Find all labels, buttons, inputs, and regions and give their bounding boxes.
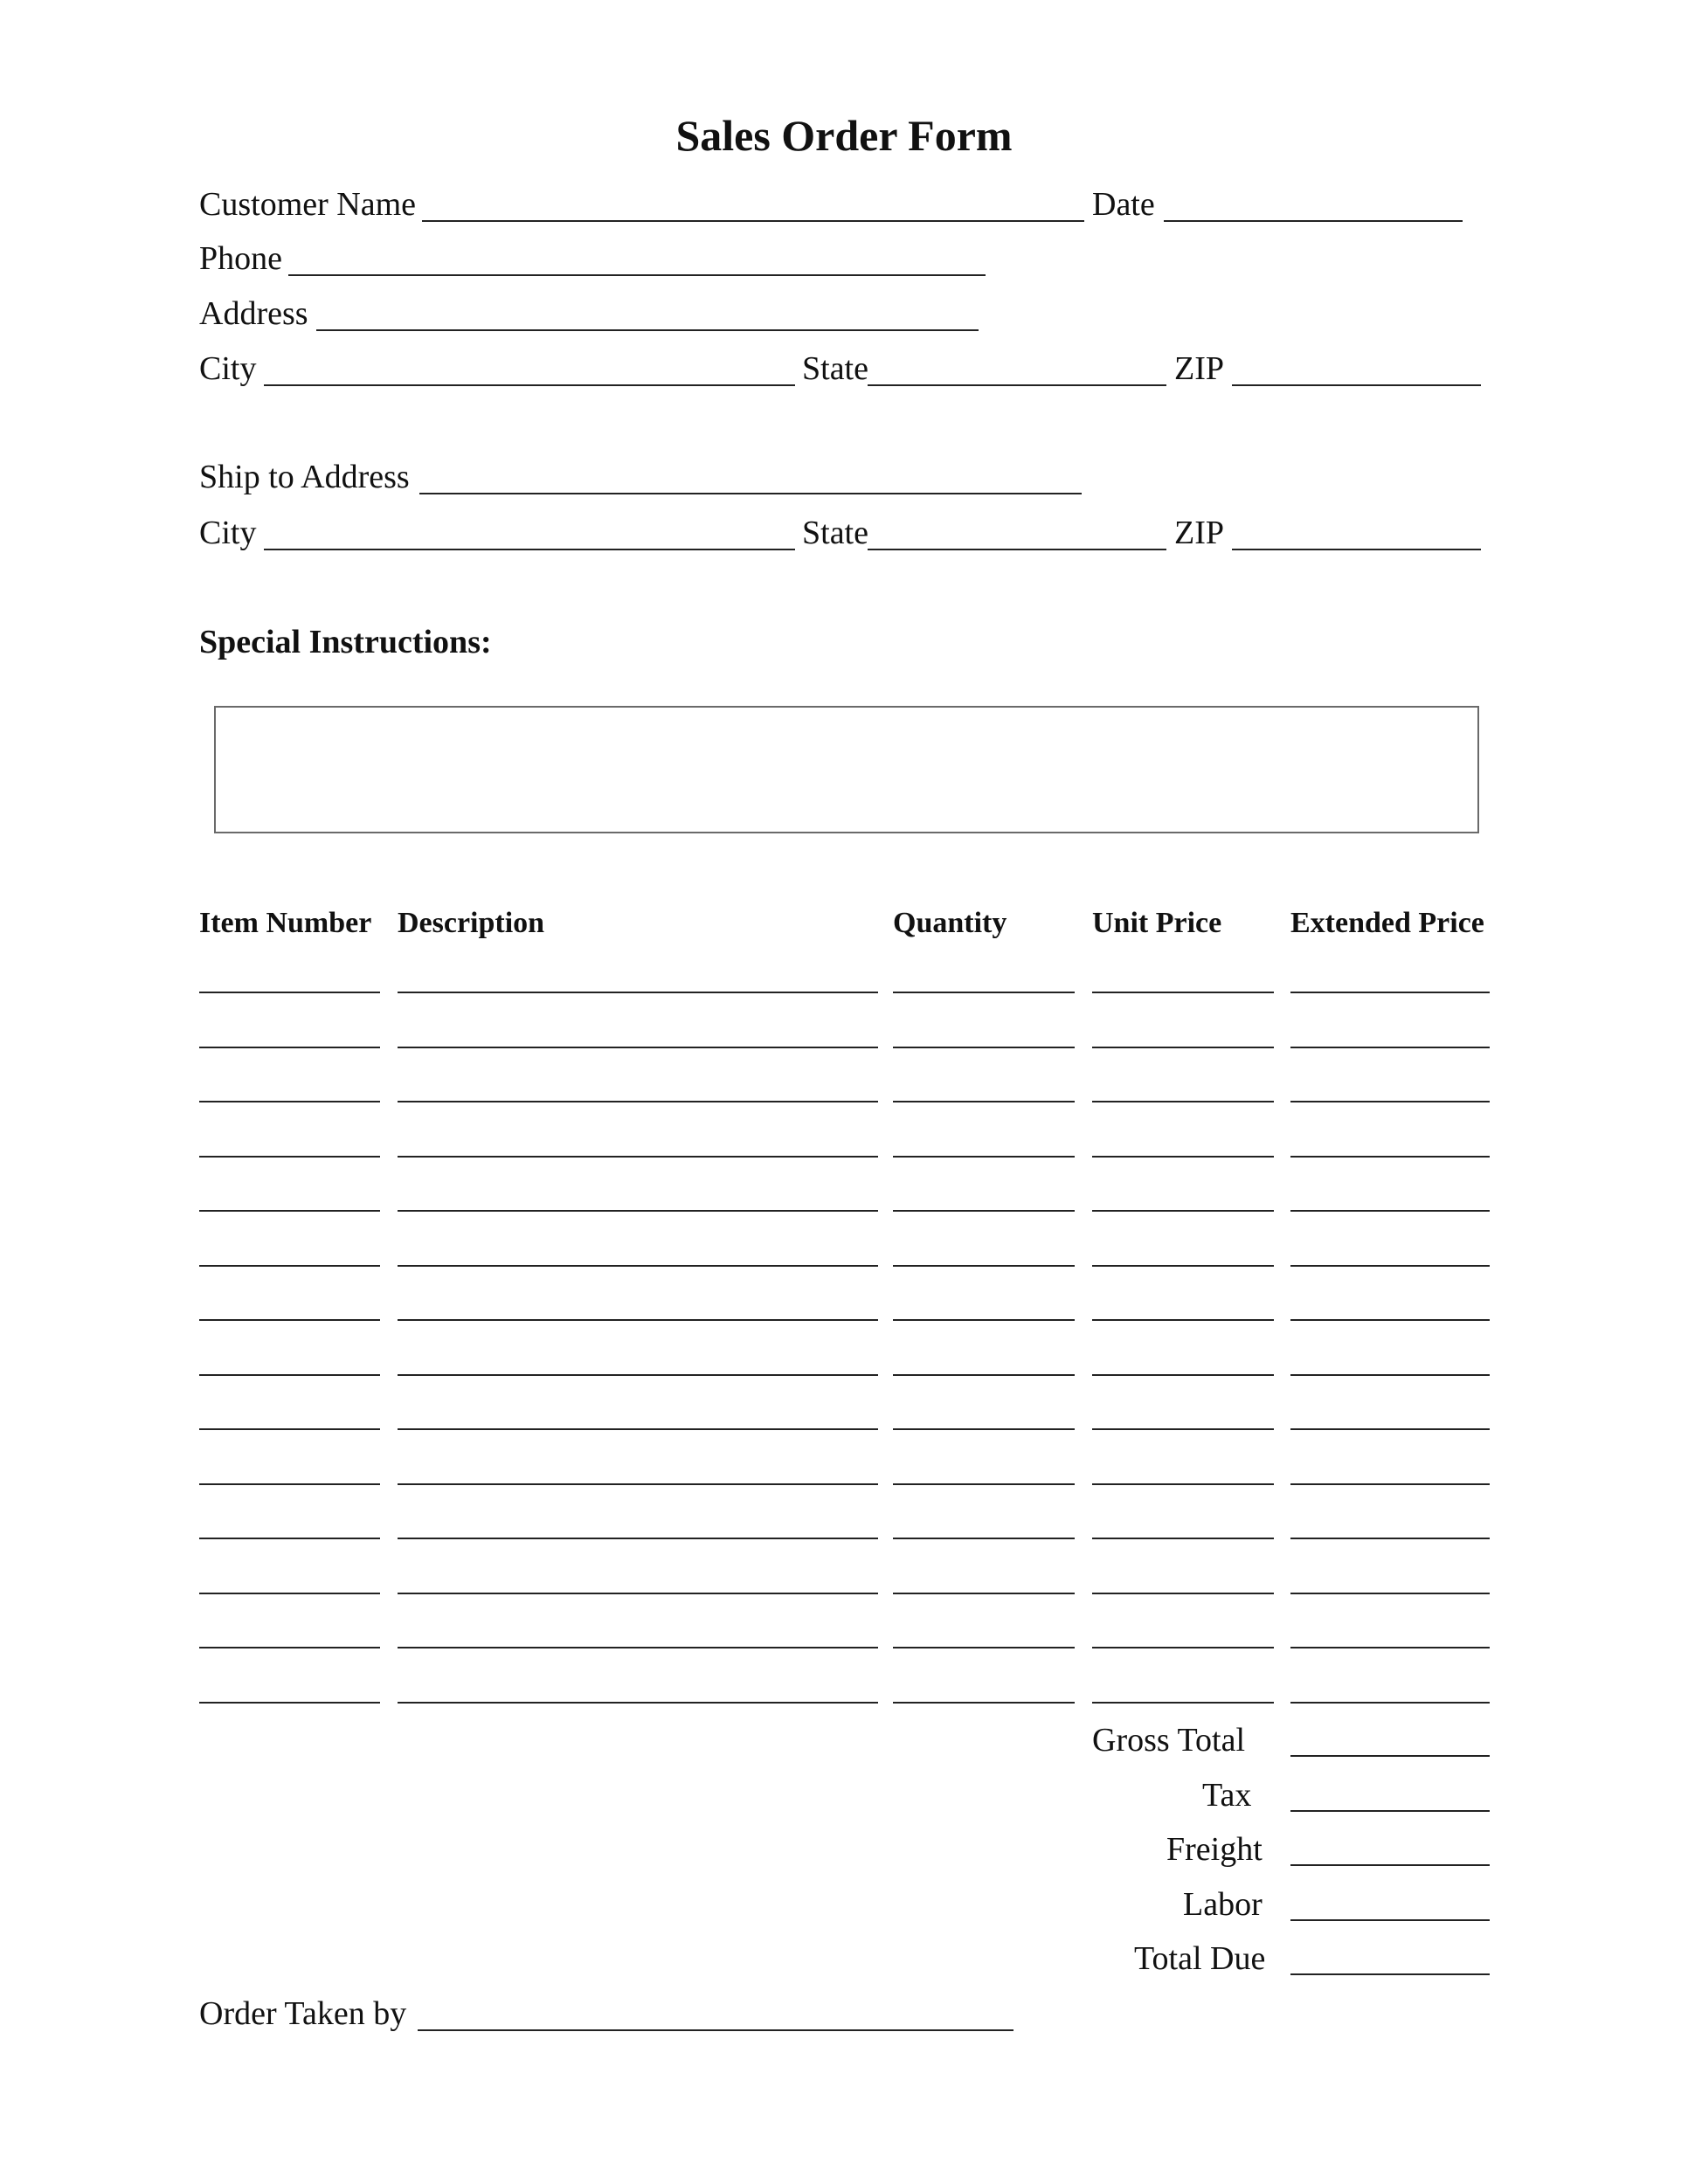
quantity-cell[interactable] [893, 1047, 1075, 1048]
extended-price-cell[interactable] [1290, 1374, 1490, 1376]
quantity-cell[interactable] [893, 1538, 1075, 1539]
extended-price-cell[interactable] [1290, 1210, 1490, 1212]
item-number-cell[interactable] [199, 1319, 380, 1321]
customer-name-label: Customer Name [199, 186, 417, 223]
address-label: Address [199, 295, 308, 332]
unit-price-cell[interactable] [1092, 1101, 1274, 1102]
description-cell[interactable] [398, 992, 878, 993]
quantity-cell[interactable] [893, 1428, 1075, 1430]
item-number-cell[interactable] [199, 1483, 380, 1485]
phone-field[interactable] [288, 274, 986, 276]
unit-price-cell[interactable] [1092, 1538, 1274, 1539]
quantity-cell[interactable] [893, 1483, 1075, 1485]
extended-price-cell[interactable] [1290, 1538, 1490, 1539]
header-description: Description [398, 907, 545, 939]
ship-address-field[interactable] [419, 493, 1082, 494]
description-cell[interactable] [398, 1101, 878, 1102]
extended-price-cell[interactable] [1290, 1265, 1490, 1267]
item-number-cell[interactable] [199, 1101, 380, 1102]
city-label: City [199, 350, 257, 387]
extended-price-cell[interactable] [1290, 1428, 1490, 1430]
special-instructions-label: Special Instructions: [199, 624, 492, 660]
labor-field[interactable] [1290, 1919, 1490, 1921]
quantity-cell[interactable] [893, 1156, 1075, 1158]
tax-label: Tax [1202, 1777, 1252, 1814]
ship-state-field[interactable] [868, 549, 1166, 550]
ship-city-label: City [199, 515, 257, 551]
quantity-cell[interactable] [893, 1101, 1075, 1102]
page-title: Sales Order Form [675, 111, 1013, 160]
extended-price-cell[interactable] [1290, 992, 1490, 993]
extended-price-cell[interactable] [1290, 1156, 1490, 1158]
ship-zip-field[interactable] [1232, 549, 1481, 550]
freight-field[interactable] [1290, 1864, 1490, 1866]
unit-price-cell[interactable] [1092, 1702, 1274, 1704]
gross-total-field[interactable] [1290, 1755, 1490, 1757]
item-number-cell[interactable] [199, 1428, 380, 1430]
item-number-cell[interactable] [199, 1538, 380, 1539]
ship-zip-label: ZIP [1174, 515, 1224, 551]
description-cell[interactable] [398, 1265, 878, 1267]
unit-price-cell[interactable] [1092, 1647, 1274, 1648]
item-number-cell[interactable] [199, 1374, 380, 1376]
order-taken-by-field[interactable] [418, 2029, 1013, 2031]
state-label: State [802, 350, 868, 387]
header-extended-price: Extended Price [1290, 907, 1484, 939]
extended-price-cell[interactable] [1290, 1047, 1490, 1048]
description-cell[interactable] [398, 1647, 878, 1648]
description-cell[interactable] [398, 1538, 878, 1539]
date-field[interactable] [1164, 220, 1463, 222]
city-field[interactable] [264, 384, 795, 386]
extended-price-cell[interactable] [1290, 1702, 1490, 1704]
quantity-cell[interactable] [893, 1647, 1075, 1648]
extended-price-cell[interactable] [1290, 1319, 1490, 1321]
state-field[interactable] [868, 384, 1166, 386]
unit-price-cell[interactable] [1092, 1428, 1274, 1430]
description-cell[interactable] [398, 1374, 878, 1376]
item-number-cell[interactable] [199, 1047, 380, 1048]
labor-label: Labor [1183, 1886, 1263, 1923]
item-number-cell[interactable] [199, 992, 380, 993]
header-unit-price: Unit Price [1092, 907, 1222, 939]
item-number-cell[interactable] [199, 1702, 380, 1704]
zip-field[interactable] [1232, 384, 1481, 386]
item-number-cell[interactable] [199, 1210, 380, 1212]
unit-price-cell[interactable] [1092, 1265, 1274, 1267]
unit-price-cell[interactable] [1092, 1210, 1274, 1212]
gross-total-label: Gross Total [1092, 1722, 1246, 1759]
address-field[interactable] [316, 329, 979, 331]
description-cell[interactable] [398, 1319, 878, 1321]
ship-address-label: Ship to Address [199, 459, 410, 495]
quantity-cell[interactable] [893, 1374, 1075, 1376]
unit-price-cell[interactable] [1092, 992, 1274, 993]
description-cell[interactable] [398, 1210, 878, 1212]
total-due-field[interactable] [1290, 1973, 1490, 1975]
unit-price-cell[interactable] [1092, 1483, 1274, 1485]
customer-name-field[interactable] [422, 220, 1084, 222]
item-number-cell[interactable] [199, 1593, 380, 1594]
item-number-cell[interactable] [199, 1156, 380, 1158]
item-number-cell[interactable] [199, 1647, 380, 1648]
ship-state-label: State [802, 515, 868, 551]
freight-label: Freight [1166, 1831, 1263, 1868]
unit-price-cell[interactable] [1092, 1047, 1274, 1048]
quantity-cell[interactable] [893, 1265, 1075, 1267]
order-taken-by-label: Order Taken by [199, 1995, 407, 2032]
unit-price-cell[interactable] [1092, 1374, 1274, 1376]
tax-field[interactable] [1290, 1810, 1490, 1812]
zip-label: ZIP [1174, 350, 1224, 387]
description-cell[interactable] [398, 1483, 878, 1485]
item-number-cell[interactable] [199, 1265, 380, 1267]
unit-price-cell[interactable] [1092, 1156, 1274, 1158]
description-cell[interactable] [398, 1156, 878, 1158]
extended-price-cell[interactable] [1290, 1593, 1490, 1594]
date-label: Date [1092, 186, 1155, 223]
quantity-cell[interactable] [893, 992, 1075, 993]
extended-price-cell[interactable] [1290, 1101, 1490, 1102]
extended-price-cell[interactable] [1290, 1483, 1490, 1485]
description-cell[interactable] [398, 1593, 878, 1594]
ship-city-field[interactable] [264, 549, 795, 550]
special-instructions-box[interactable] [214, 706, 1479, 833]
total-due-label: Total Due [1134, 1940, 1266, 1977]
description-cell[interactable] [398, 1428, 878, 1430]
phone-label: Phone [199, 240, 282, 277]
description-cell[interactable] [398, 1047, 878, 1048]
extended-price-cell[interactable] [1290, 1647, 1490, 1648]
quantity-cell[interactable] [893, 1702, 1075, 1704]
unit-price-cell[interactable] [1092, 1593, 1274, 1594]
quantity-cell[interactable] [893, 1210, 1075, 1212]
quantity-cell[interactable] [893, 1593, 1075, 1594]
header-quantity: Quantity [893, 907, 1007, 939]
header-item-number: Item Number [199, 907, 372, 939]
unit-price-cell[interactable] [1092, 1319, 1274, 1321]
description-cell[interactable] [398, 1702, 878, 1704]
quantity-cell[interactable] [893, 1319, 1075, 1321]
